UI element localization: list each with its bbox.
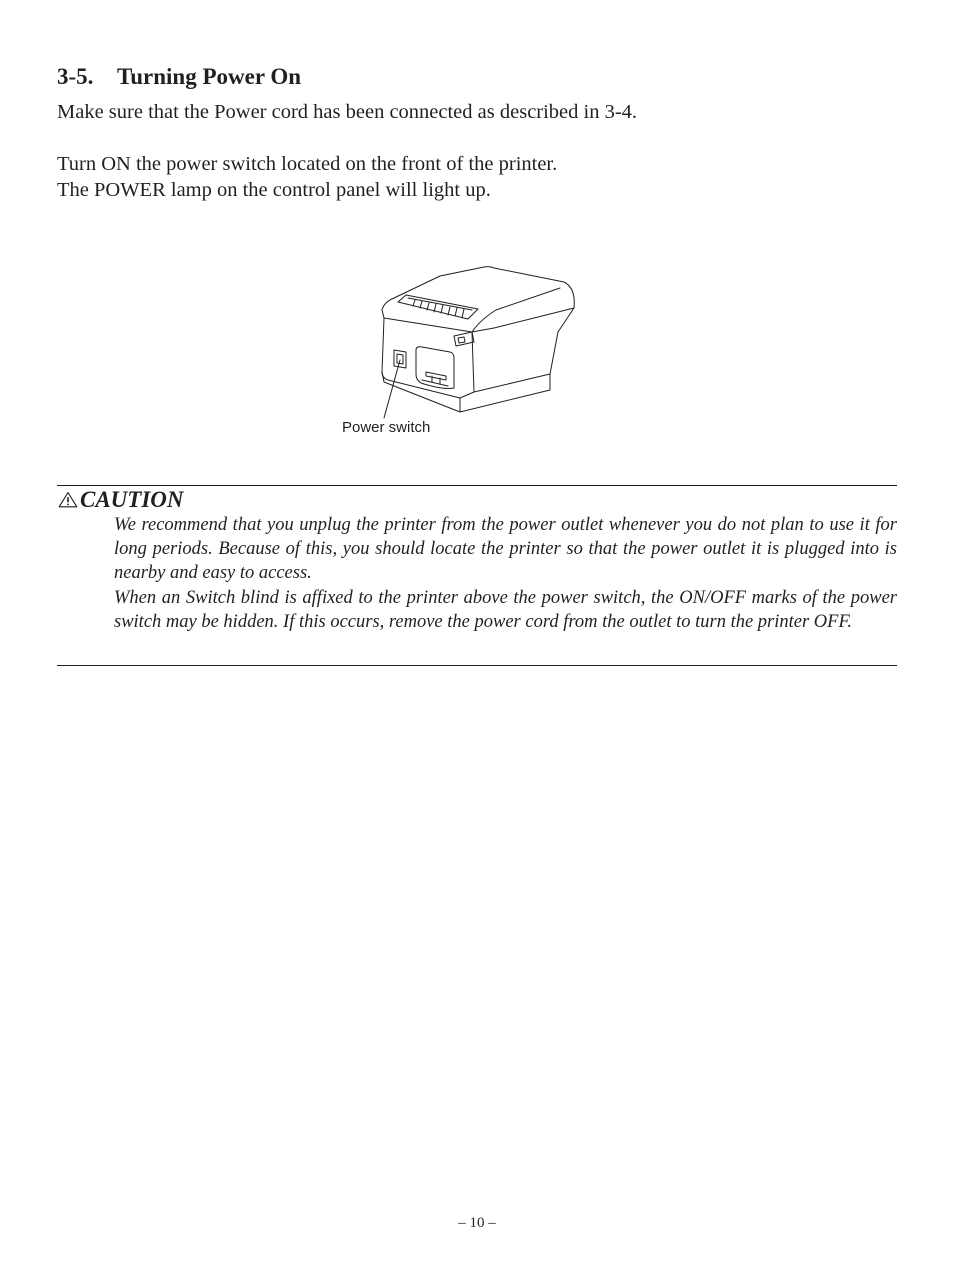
step-line-1: Turn ON the power switch located on the front of the printer. xyxy=(57,153,558,175)
caution-paragraph-1: We recommend that you unplug the printer from the power outlet whenever you do not plan to use it for long periods. Because of this, you should locate the printer so that the power outlet it is plugged into is nearby and easy to access. xyxy=(114,515,897,584)
power-switch-callout: Power switch xyxy=(342,419,431,436)
printer-figure xyxy=(340,262,580,444)
step-line-2: The POWER lamp on the control panel will light up. xyxy=(57,179,491,201)
warning-triangle-icon xyxy=(58,491,78,508)
caution-heading xyxy=(58,485,184,515)
intro-paragraph: Make sure that the Power cord has been connected as described in 3-4. xyxy=(57,101,638,123)
caution-bottom-rule xyxy=(57,665,897,666)
section-title: Turning Power On xyxy=(117,64,302,89)
section-heading xyxy=(57,62,301,92)
caution-body xyxy=(114,513,897,634)
caution-title: CAUTION xyxy=(80,487,184,512)
page-number: – 10 – xyxy=(458,1215,496,1231)
section-number: 3-5. xyxy=(57,64,94,89)
printer-illustration xyxy=(340,262,580,422)
caution-paragraph-2: When an Switch blind is affixed to the printer above the power switch, the ON/OFF marks of the power switch may be hidden. If this occurs, remove the power cord from the outlet to turn the printer OFF. xyxy=(114,587,897,632)
